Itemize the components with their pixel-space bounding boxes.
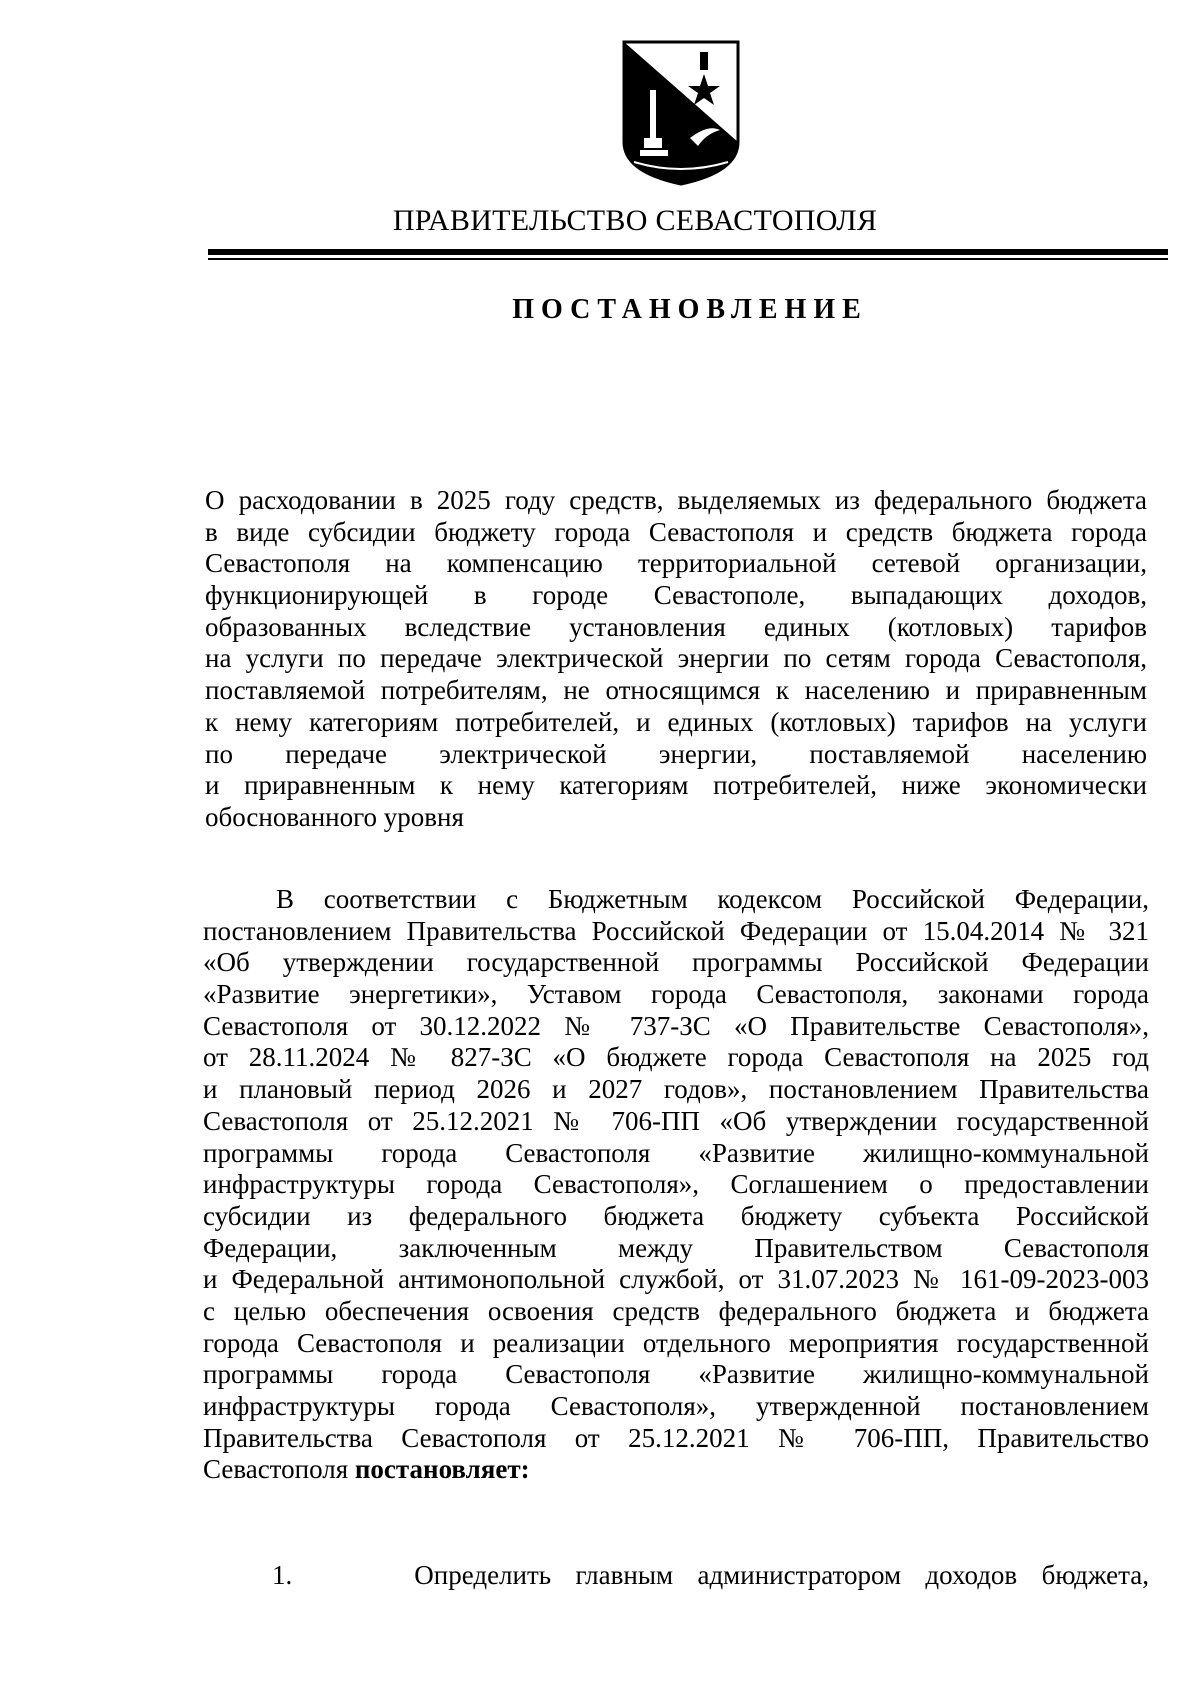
resolution-item-1 <box>272 1560 1149 1592</box>
preamble-line: от 28.11.2024 № 827-ЗС «О бюджете города Севастополя на 2025 год <box>203 1042 1149 1073</box>
preamble-line: программы города Севастополя «Развитие жилищно-коммунальной <box>203 1137 1149 1168</box>
title-line: к нему категориям потребителей, и единых (котловых) тарифов на услуги <box>205 706 1147 737</box>
preamble-line: Правительства Севастополя от 25.12.2021 № 706-ПП, Правительство <box>203 1422 1149 1453</box>
preamble-line: Федерации, заключенным между Правительством Севастополя <box>203 1232 1149 1263</box>
organization-title: ПРАВИТЕЛЬСТВО СЕВАСТОПОЛЯ <box>392 204 878 237</box>
preamble-line: В соответствии с Бюджетным кодексом Российской Федерации, <box>276 884 1149 914</box>
preamble-line: постановлением Правительства Российской Федерации от 15.04.2014 № 321 <box>203 915 1149 946</box>
preamble-line: и плановый период 2026 и 2027 годов», постановлением Правительства <box>203 1074 1149 1105</box>
preamble-line: субсидии из федерального бюджета бюджету субъекта Российской <box>203 1200 1149 1231</box>
preamble-line: «Об утверждении государственной программы Российской Федерации <box>203 947 1149 978</box>
preamble-closing-text: Севастополя <box>203 1454 355 1485</box>
preamble-closing-line <box>203 1454 1149 1486</box>
item-number: 1. <box>272 1560 293 1590</box>
title-line: Севастополя на компенсацию территориальной сетевой организации, <box>205 548 1147 579</box>
sevastopol-coat-of-arms-icon <box>620 38 742 188</box>
title-line: О расходовании в 2025 году средств, выделяемых из федерального бюджета <box>205 485 1147 515</box>
title-line: образованных вследствие установления единых (котловых) тарифов <box>205 611 1147 642</box>
preamble-line: «Развитие энергетики», Уставом города Севастополя, законами города <box>203 979 1149 1010</box>
title-line: и приравненным к нему категориям потребителей, ниже экономически <box>205 770 1147 801</box>
preamble-line: города Севастополя и реализации отдельного мероприятия государственной <box>203 1327 1149 1358</box>
header-divider-thick <box>208 249 1168 255</box>
preamble-line: Севастополя от 25.12.2021 № 706-ПП «Об утверждении государственной <box>203 1105 1149 1136</box>
title-line: по передаче электрической энергии, поставляемой населению <box>205 738 1147 769</box>
item-text: Определить главным администратором доходов бюджета, <box>414 1560 1149 1590</box>
preamble-line: и Федеральной антимонопольной службой, от 31.07.2023 № 161-09-2023-003 <box>203 1264 1149 1295</box>
preamble-line: инфраструктуры города Севастополя», Соглашением о предоставлении <box>203 1169 1149 1200</box>
title-line: функционирующей в городе Севастополе, выпадающих доходов, <box>205 580 1147 611</box>
document-type: ПОСТАНОВЛЕНИЕ <box>512 294 868 325</box>
resolution-title <box>205 485 1147 834</box>
preamble-line: инфраструктуры города Севастополя», утвержденной постановлением <box>203 1391 1149 1421</box>
header-divider-thin <box>208 258 1168 260</box>
title-line: в виде субсидии бюджету города Севастополя и средств бюджета города <box>205 516 1147 547</box>
preamble-paragraph <box>203 884 1149 1486</box>
preamble-line: программы города Севастополя «Развитие жилищно-коммунальной <box>203 1359 1149 1390</box>
title-line: обоснованного уровня <box>205 801 464 832</box>
title-line: поставляемой потребителям, не относящимся к населению и приравненным <box>205 675 1147 706</box>
preamble-line: Севастополя от 30.12.2022 № 737-ЗС «О Правительстве Севастополя», <box>203 1010 1149 1041</box>
preamble-line: с целью обеспечения освоения средств федерального бюджета и бюджета <box>203 1295 1149 1326</box>
resolves-keyword: постановляет: <box>354 1454 530 1485</box>
title-line: на услуги по передаче электрической энергии по сетям города Севастополя, <box>205 643 1147 674</box>
